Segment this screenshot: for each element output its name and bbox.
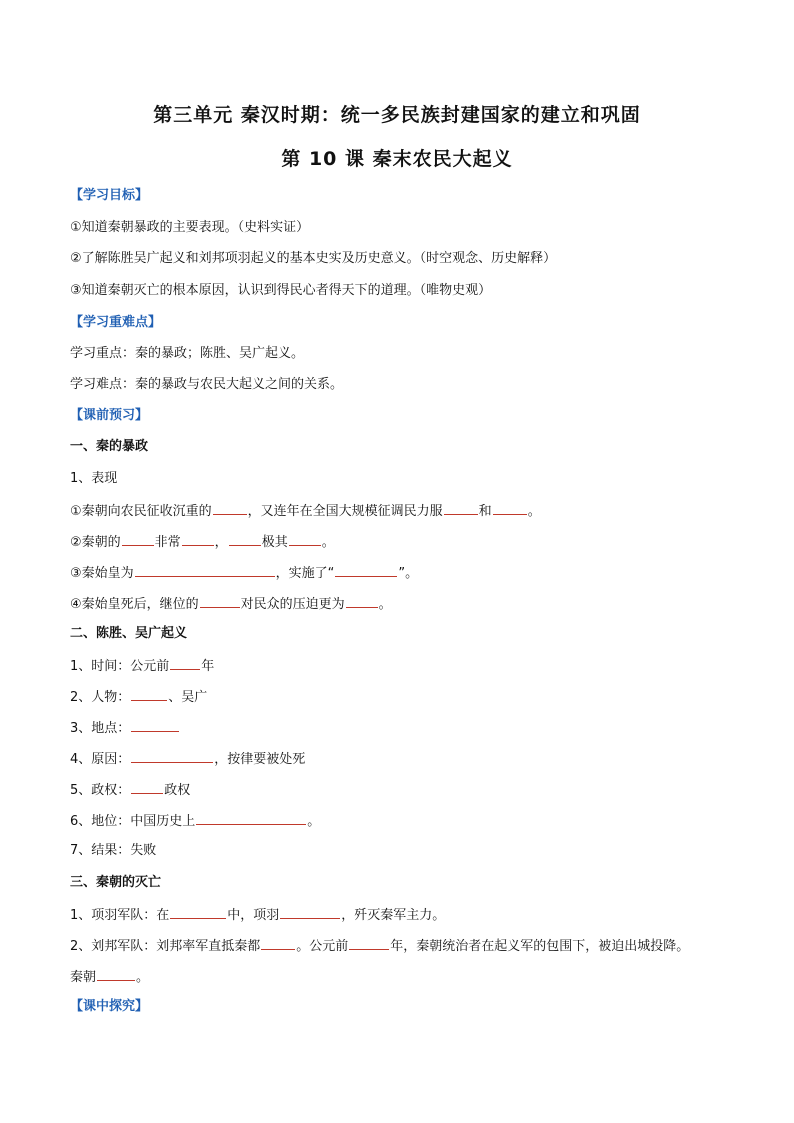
blank-field[interactable] bbox=[335, 562, 397, 577]
blank-field[interactable] bbox=[196, 810, 306, 825]
text-segment: ，歼灭秦军主力。 bbox=[341, 908, 446, 923]
section-keypoints: 【学习重难点】 bbox=[70, 315, 162, 330]
blank-field[interactable] bbox=[97, 966, 135, 981]
section-explore: 【课中探究】 bbox=[70, 999, 149, 1014]
text-segment: 对民众的压迫更为 bbox=[240, 597, 345, 612]
unit-title: 第三单元 秦汉时期：统一多民族封建国家的建立和巩固 bbox=[153, 104, 641, 126]
blank-field[interactable] bbox=[135, 562, 275, 577]
result-line: 7、结果：失败 bbox=[70, 843, 157, 858]
section-goals: 【学习目标】 bbox=[70, 188, 149, 203]
part3-heading: 三、秦朝的灭亡 bbox=[70, 875, 162, 890]
fill-line-1-1 bbox=[70, 500, 541, 522]
text-segment: 非常 bbox=[154, 535, 181, 550]
text-segment: 中，项羽 bbox=[227, 908, 280, 923]
text-segment: 2、刘邦军队：刘邦率军直抵秦都 bbox=[70, 939, 261, 954]
text-segment: ③秦始皇为 bbox=[70, 566, 134, 581]
fill-line-1-3 bbox=[70, 562, 418, 584]
blank-field[interactable] bbox=[131, 717, 179, 732]
text-segment: 。 bbox=[321, 535, 335, 550]
text-segment: ，按律要被处死 bbox=[214, 752, 306, 767]
blank-field[interactable] bbox=[213, 500, 247, 515]
blank-field[interactable] bbox=[493, 500, 527, 515]
text-segment: 1、时间：公元前 bbox=[70, 659, 170, 674]
fill-cause bbox=[70, 748, 305, 770]
blank-field[interactable] bbox=[346, 593, 378, 608]
text-segment: 政权 bbox=[164, 783, 191, 798]
lesson-title: 第 10 课 秦末农民大起义 bbox=[281, 148, 513, 170]
text-segment: 年 bbox=[201, 659, 215, 674]
fill-line-1-2 bbox=[70, 531, 335, 553]
text-segment: 。 bbox=[307, 814, 321, 829]
goal-2: ②了解陈胜吴广起义和刘邦项羽起义的基本史实及历史意义。（时空观念、历史解释） bbox=[70, 251, 557, 266]
part1-heading: 一、秦的暴政 bbox=[70, 439, 149, 454]
text-segment: 秦朝 bbox=[70, 970, 97, 985]
section-preview: 【课前预习】 bbox=[70, 408, 149, 423]
blank-field[interactable] bbox=[131, 748, 213, 763]
blank-field[interactable] bbox=[182, 531, 214, 546]
text-segment: ①秦朝向农民征收沉重的 bbox=[70, 504, 212, 519]
text-segment: ”。 bbox=[398, 566, 419, 581]
text-segment: ②秦朝的 bbox=[70, 535, 121, 550]
text-segment: ，又连年在全国大规模征调民力服 bbox=[247, 504, 443, 519]
text-segment: 。 bbox=[378, 597, 392, 612]
fill-place bbox=[70, 717, 180, 739]
text-segment: ④秦始皇死后，继位的 bbox=[70, 597, 199, 612]
text-segment: 极其 bbox=[261, 535, 288, 550]
part2-heading: 二、陈胜、吴广起义 bbox=[70, 626, 188, 641]
fill-people bbox=[70, 686, 207, 708]
blank-field[interactable] bbox=[200, 593, 240, 608]
text-segment: ， bbox=[214, 535, 228, 550]
fill-time bbox=[70, 655, 214, 677]
key-difficulty: 学习难点：秦的暴政与农民大起义之间的关系。 bbox=[70, 377, 344, 392]
text-segment: 。 bbox=[527, 504, 541, 519]
blank-field[interactable] bbox=[289, 531, 321, 546]
text-segment: 、吴广 bbox=[168, 690, 208, 705]
blank-field[interactable] bbox=[444, 500, 478, 515]
text-segment: ，实施了“ bbox=[275, 566, 335, 581]
blank-field[interactable] bbox=[170, 655, 200, 670]
blank-field[interactable] bbox=[170, 904, 226, 919]
text-segment: 2、人物： bbox=[70, 690, 131, 705]
text-segment: 3、地点： bbox=[70, 721, 131, 736]
fill-qin-end bbox=[70, 966, 149, 988]
goal-1: ①知道秦朝暴政的主要表现。（史料实证） bbox=[70, 220, 310, 235]
blank-field[interactable] bbox=[229, 531, 261, 546]
key-focus: 学习重点：秦的暴政；陈胜、吴广起义。 bbox=[70, 346, 305, 361]
blank-field[interactable] bbox=[131, 686, 167, 701]
blank-field[interactable] bbox=[349, 935, 389, 950]
text-segment: 。公元前 bbox=[296, 939, 349, 954]
fill-status bbox=[70, 810, 320, 832]
fill-regime bbox=[70, 779, 190, 801]
blank-field[interactable] bbox=[131, 779, 163, 794]
goal-3: ③知道秦朝灭亡的根本原因，认识到得民心者得天下的道理。（唯物史观） bbox=[70, 283, 492, 298]
part1-sub: 1、表现 bbox=[70, 471, 118, 486]
fill-xiangyu bbox=[70, 904, 445, 926]
text-segment: 。 bbox=[136, 970, 150, 985]
fill-liubang bbox=[70, 935, 689, 957]
blank-field[interactable] bbox=[122, 531, 154, 546]
text-segment: 4、原因： bbox=[70, 752, 131, 767]
blank-field[interactable] bbox=[261, 935, 295, 950]
fill-line-1-4 bbox=[70, 593, 392, 615]
text-segment: 年，秦朝统治者在起义军的包围下，被迫出城投降。 bbox=[390, 939, 690, 954]
text-segment: 和 bbox=[478, 504, 492, 519]
text-segment: 6、地位：中国历史上 bbox=[70, 814, 196, 829]
blank-field[interactable] bbox=[280, 904, 340, 919]
text-segment: 5、政权： bbox=[70, 783, 131, 798]
text-segment: 1、项羽军队：在 bbox=[70, 908, 170, 923]
